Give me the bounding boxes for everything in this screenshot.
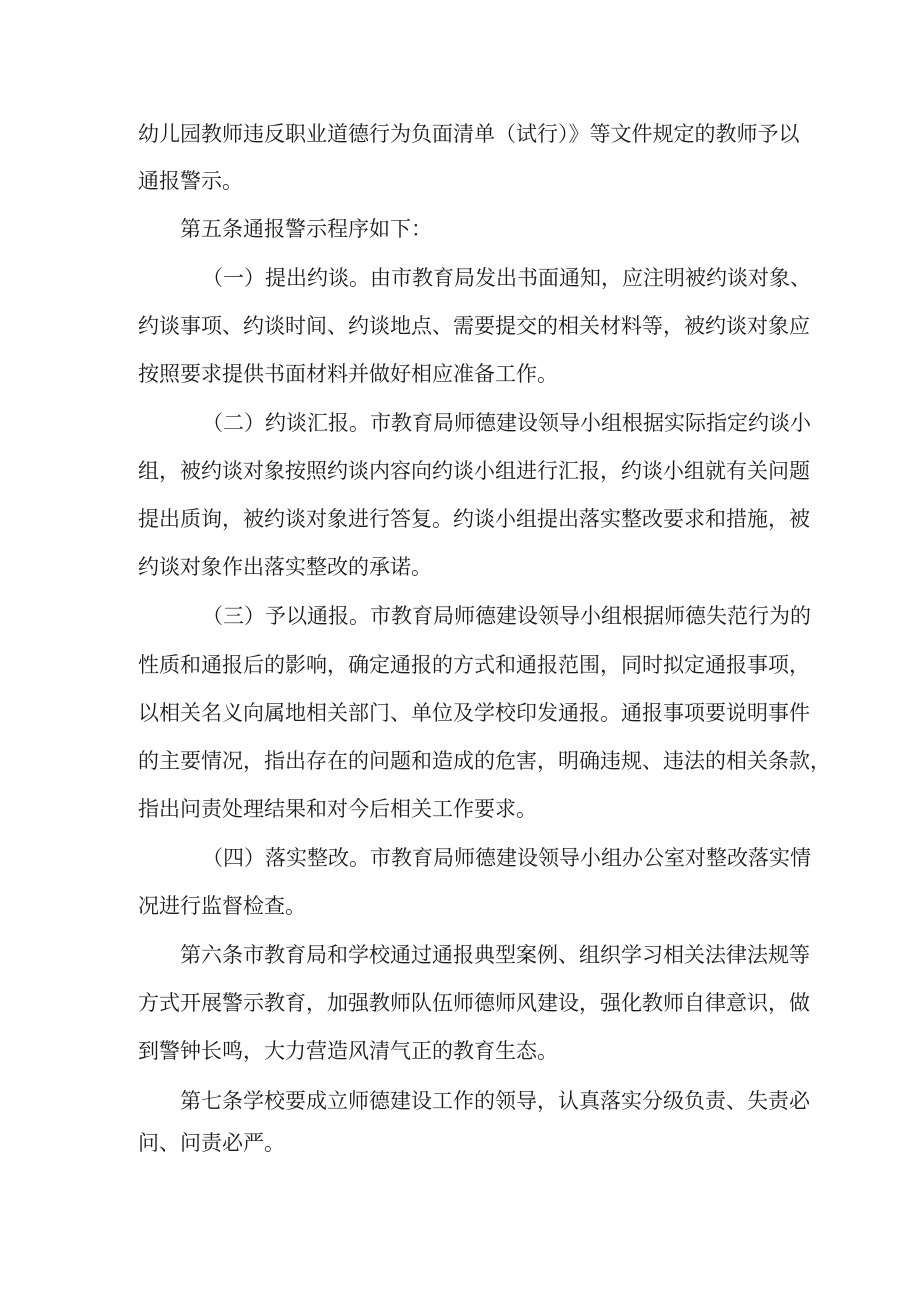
- text-line: （二）约谈汇报。市教育局师德建设领导小组根据实际指定约谈小: [202, 411, 811, 435]
- text-line: （四）落实整改。市教育局师德建设领导小组办公室对整改落实情: [202, 846, 811, 870]
- text-line: 况进行监督检查。: [138, 894, 306, 918]
- text-line: 第七条学校要成立师德建设工作的领导，认真落实分级负责、失责必: [180, 1089, 810, 1113]
- text-line: 通报警示。: [138, 169, 243, 193]
- text-line: （一）提出约谈。由市教育局发出书面通知，应注明被约谈对象、: [202, 266, 811, 290]
- text-line: 按照要求提供书面材料并做好相应准备工作。: [138, 362, 558, 386]
- text-line: 性质和通报后的影响，确定通报的方式和通报范围，同时拟定通报事项，: [138, 653, 810, 677]
- text-line: 指出问责处理结果和对今后相关工作要求。: [138, 797, 537, 821]
- text-line: 组，被约谈对象按照约谈内容向约谈小组进行汇报，约谈小组就有关问题: [138, 459, 810, 483]
- text-line: （三）予以通报。市教育局师德建设领导小组根据师德失范行为的: [202, 604, 811, 628]
- text-line: 第五条通报警示程序如下：: [180, 217, 432, 241]
- text-line: 提出质询，被约谈对象进行答复。约谈小组提出落实整改要求和措施，被: [138, 507, 810, 531]
- text-line: 的主要情况，指出存在的问题和造成的危害，明确违规、违法的相关条款，: [138, 749, 831, 773]
- text-line: 问、问责必严。: [138, 1131, 285, 1155]
- text-line: 到警钟长鸣，大力营造风清气正的教育生态。: [138, 1039, 558, 1063]
- text-line: 以相关名义向属地相关部门、单位及学校印发通报。通报事项要说明事件: [138, 701, 810, 725]
- text-line: 第六条市教育局和学校通过通报典型案例、组织学习相关法律法规等: [180, 943, 810, 967]
- text-line: 方式开展警示教育，加强教师队伍师德师风建设，强化教师自律意识，做: [138, 991, 810, 1015]
- text-line: 约谈对象作出落实整改的承诺。: [138, 555, 432, 579]
- text-line: 约谈事项、约谈时间、约谈地点、需要提交的相关材料等，被约谈对象应: [138, 314, 810, 338]
- text-line: 幼儿园教师违反职业道德行为负面清单（试行）》等文件规定的教师予以: [138, 122, 800, 146]
